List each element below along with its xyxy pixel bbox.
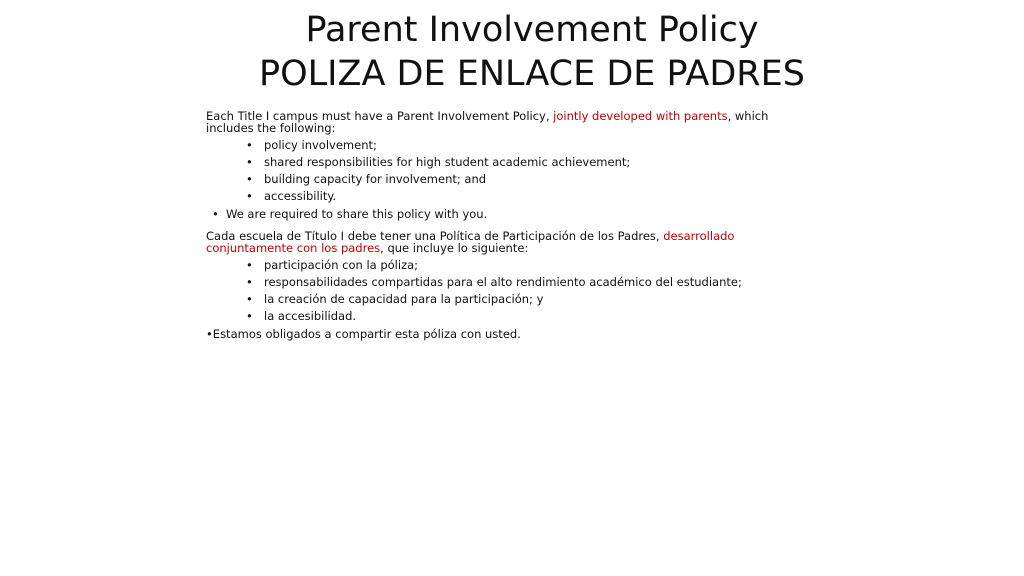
bullet-icon: •: [212, 207, 219, 221]
slide-body: [206, 110, 816, 340]
bullet-icon: •: [246, 138, 253, 152]
list-item-text: participación con la póliza;: [264, 258, 419, 272]
bullet-icon: •: [246, 155, 253, 169]
list-item-text: la accesibilidad.: [264, 309, 357, 323]
list-item: [206, 156, 816, 168]
list-item: [206, 310, 816, 322]
list-item: [206, 173, 816, 185]
bullet-icon: •: [206, 327, 213, 341]
spanish-requirements-list: [206, 259, 816, 322]
english-intro: [206, 110, 816, 134]
spanish-share-statement: [206, 328, 816, 340]
list-item-text: building capacity for involvement; and: [264, 172, 487, 186]
bullet-icon: •: [246, 189, 253, 203]
english-share-statement: [206, 208, 816, 220]
english-intro-highlight: jointly developed with parents: [553, 109, 728, 123]
list-item-text: accessibility.: [264, 189, 337, 203]
list-item-text: responsabilidades compartidas para el alto rendimiento académico del estudiante;: [264, 275, 742, 289]
share-statement-text: We are required to share this policy with you.: [226, 207, 488, 221]
english-intro-text-end: , which includes the following:: [206, 109, 769, 135]
list-item-text: shared responsibilities for high student academic achievement;: [264, 155, 631, 169]
spanish-intro: [206, 230, 816, 254]
title-spanish: POLIZA DE ENLACE DE PADRES: [259, 54, 805, 94]
bullet-icon: •: [246, 172, 253, 186]
list-item: [206, 259, 816, 271]
list-item: [206, 139, 816, 151]
bullet-icon: •: [246, 309, 253, 323]
list-item: [206, 190, 816, 202]
list-item-text: la creación de capacidad para la participación; y: [264, 292, 544, 306]
spanish-intro-text-end: , que incluye lo siguiente:: [380, 241, 529, 255]
spanish-intro-highlight: desarrollado conjuntamente con los padres: [206, 229, 735, 255]
bullet-icon: •: [246, 275, 253, 289]
slide-title: [0, 8, 1024, 96]
bullet-icon: •: [246, 292, 253, 306]
share-statement-text: Estamos obligados a compartir esta póliza con usted.: [212, 327, 521, 341]
list-item: [206, 293, 816, 305]
title-english: Parent Involvement Policy: [305, 10, 759, 50]
spanish-intro-text: Cada escuela de Título I debe tener una Política de Participación de los Padres,: [206, 229, 664, 243]
english-intro-text: Each Title I campus must have a Parent Involvement Policy,: [206, 109, 554, 123]
list-item-text: policy involvement;: [264, 138, 377, 152]
english-requirements-list: [206, 139, 816, 202]
bullet-icon: •: [246, 258, 253, 272]
list-item: [206, 276, 816, 288]
